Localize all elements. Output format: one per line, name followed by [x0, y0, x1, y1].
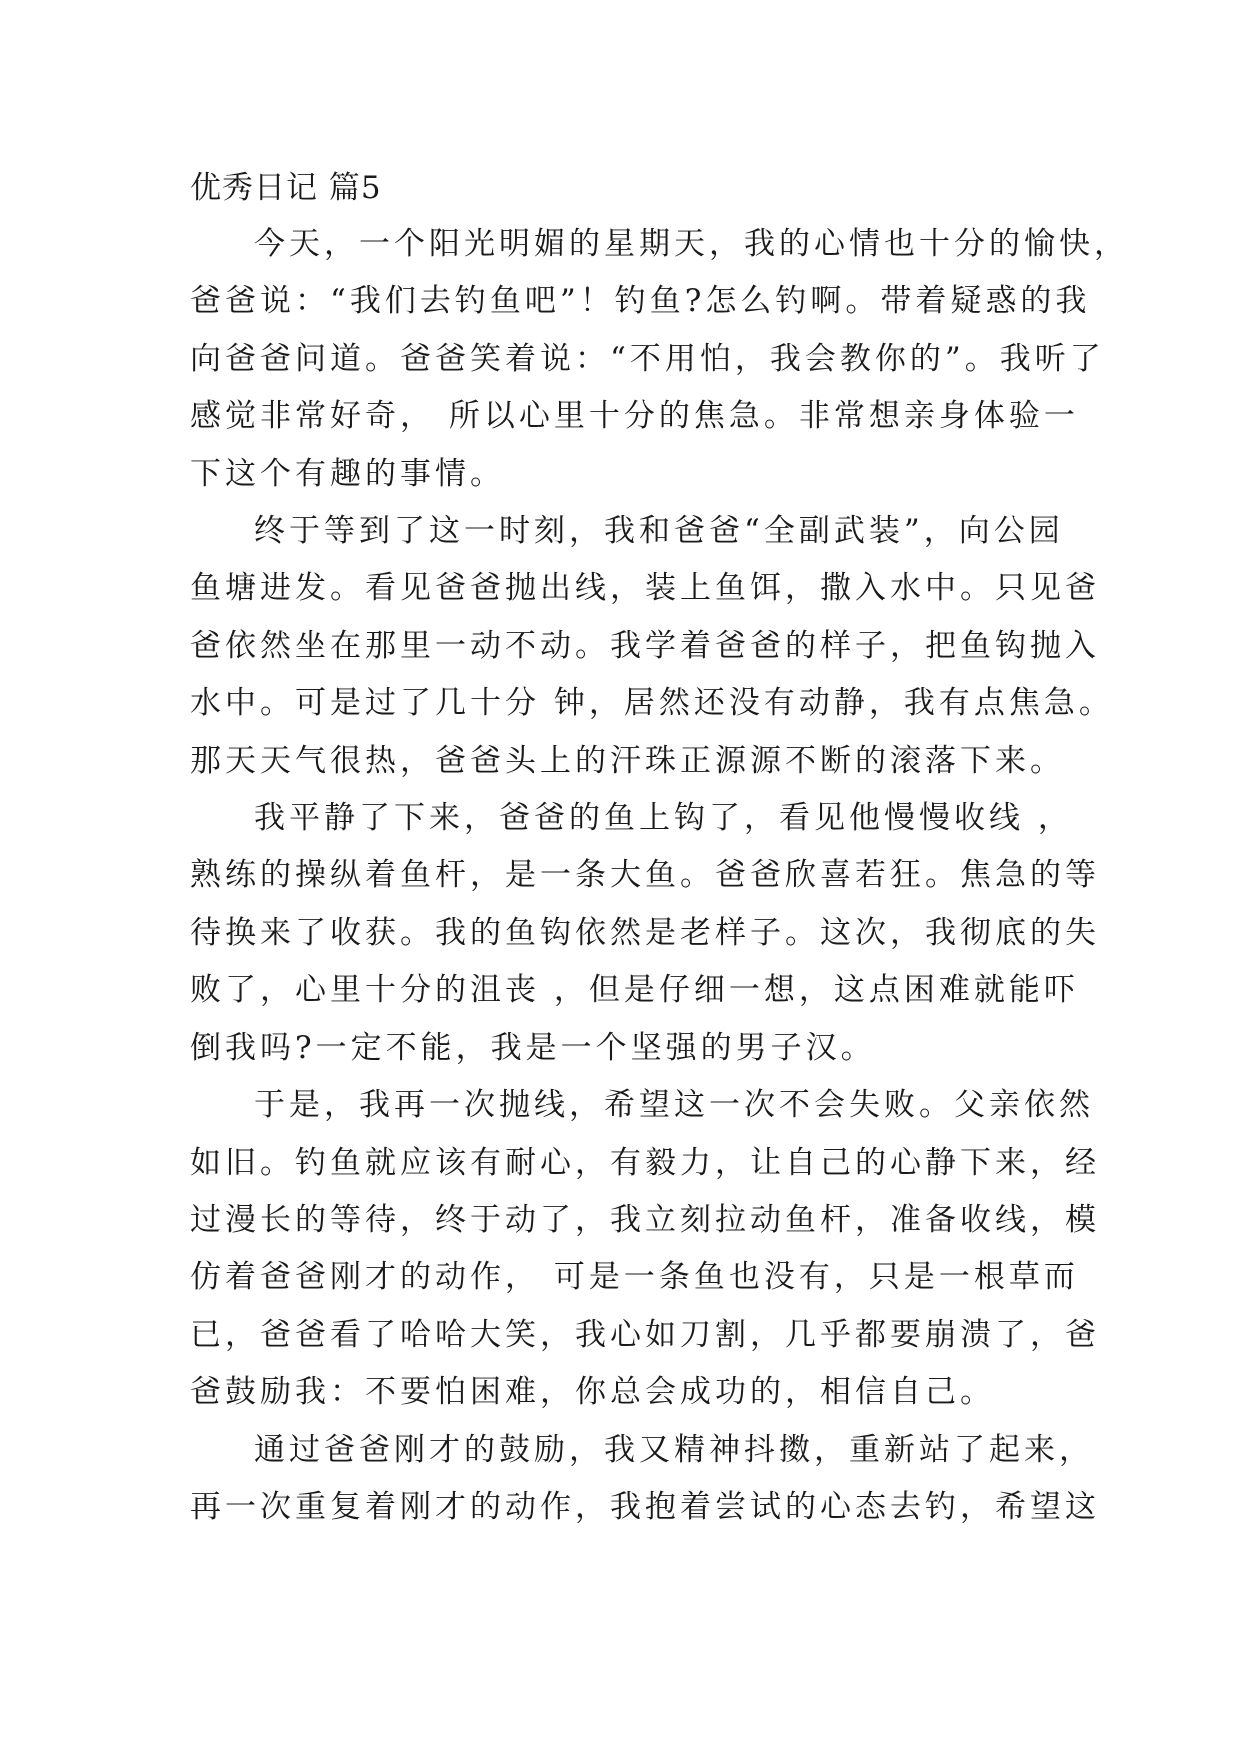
text-line: 爸依然坐在那里一动不动。我学着爸爸的样子，把鱼钩抛入 — [190, 627, 1100, 664]
text-line: 如旧。钓鱼就应该有耐心，有毅力，让自己的心静下来，经 — [190, 1144, 1100, 1181]
text-line: 已，爸爸看了哈哈大笑，我心如刀割，几乎都要崩溃了，爸 — [190, 1316, 1100, 1353]
paragraph-2 — [190, 503, 1114, 790]
text-line: 败了，心里十分的沮丧 ，但是仔细一想，这点困难就能吓 — [190, 972, 1079, 1009]
text-line: 终于等到了这一时刻，我和爸爸“全副武装”，向公园 — [254, 513, 1064, 550]
paragraph-4 — [190, 1077, 1100, 1421]
text-line: 通过爸爸刚才的鼓励，我又精神抖擞，重新站了起来， — [254, 1431, 1094, 1468]
paragraph-5 — [190, 1422, 1100, 1537]
text-line: 鱼塘进发。看见爸爸抛出线，装上鱼饵，撒入水中。只见爸 — [190, 570, 1100, 607]
paragraph-3 — [190, 790, 1100, 1077]
document-title: 优秀日记 篇5 — [190, 170, 382, 206]
text-line: 仿着爸爸刚才的动作， 可是一条鱼也没有，只是一根草而 — [190, 1259, 1079, 1296]
text-line: 感觉非常好奇， 所以心里十分的焦急。非常想亲身体验一 — [190, 398, 1079, 435]
text-line: 于是，我再一次抛线，希望这一次不会失败。父亲依然 — [254, 1087, 1094, 1124]
text-line: 倒我吗?一定不能，我是一个坚强的男子汉。 — [190, 1029, 876, 1066]
text-line: 下这个有趣的事情。 — [190, 455, 505, 492]
text-line: 爸鼓励我：不要怕困难，你总会成功的，相信自己。 — [190, 1374, 995, 1411]
text-line: 我平静了下来，爸爸的鱼上钩了，看见他慢慢收线 ， — [254, 800, 1073, 837]
text-line: 熟练的操纵着鱼杆，是一条大鱼。爸爸欣喜若狂。焦急的等 — [190, 857, 1100, 894]
text-line: 那天天气很热，爸爸头上的汗珠正源源不断的滚落下来。 — [190, 742, 1065, 779]
text-line: 待换来了收获。我的鱼钩依然是老样子。这次，我彻底的失 — [190, 914, 1100, 951]
text-line: 今天，一个阳光明媚的星期天，我的心情也十分的愉快， — [254, 226, 1129, 262]
text-line: 向爸爸问道。爸爸笑着说：“不用怕，我会教你的”。我听了 — [190, 340, 1105, 377]
document-body — [190, 216, 1129, 1536]
paragraph-1 — [190, 216, 1129, 503]
text-line: 过漫长的等待，终于动了，我立刻拉动鱼杆，准备收线，模 — [190, 1201, 1100, 1238]
text-line: 再一次重复着刚才的动作，我抱着尝试的心态去钓，希望这 — [190, 1488, 1100, 1525]
text-line: 爸爸说：“我们去钓鱼吧”！钓鱼?怎么钓啊。带着疑惑的我 — [190, 283, 1091, 320]
text-line: 水中。可是过了几十分 钟，居然还没有动静，我有点焦急。 — [190, 685, 1114, 722]
